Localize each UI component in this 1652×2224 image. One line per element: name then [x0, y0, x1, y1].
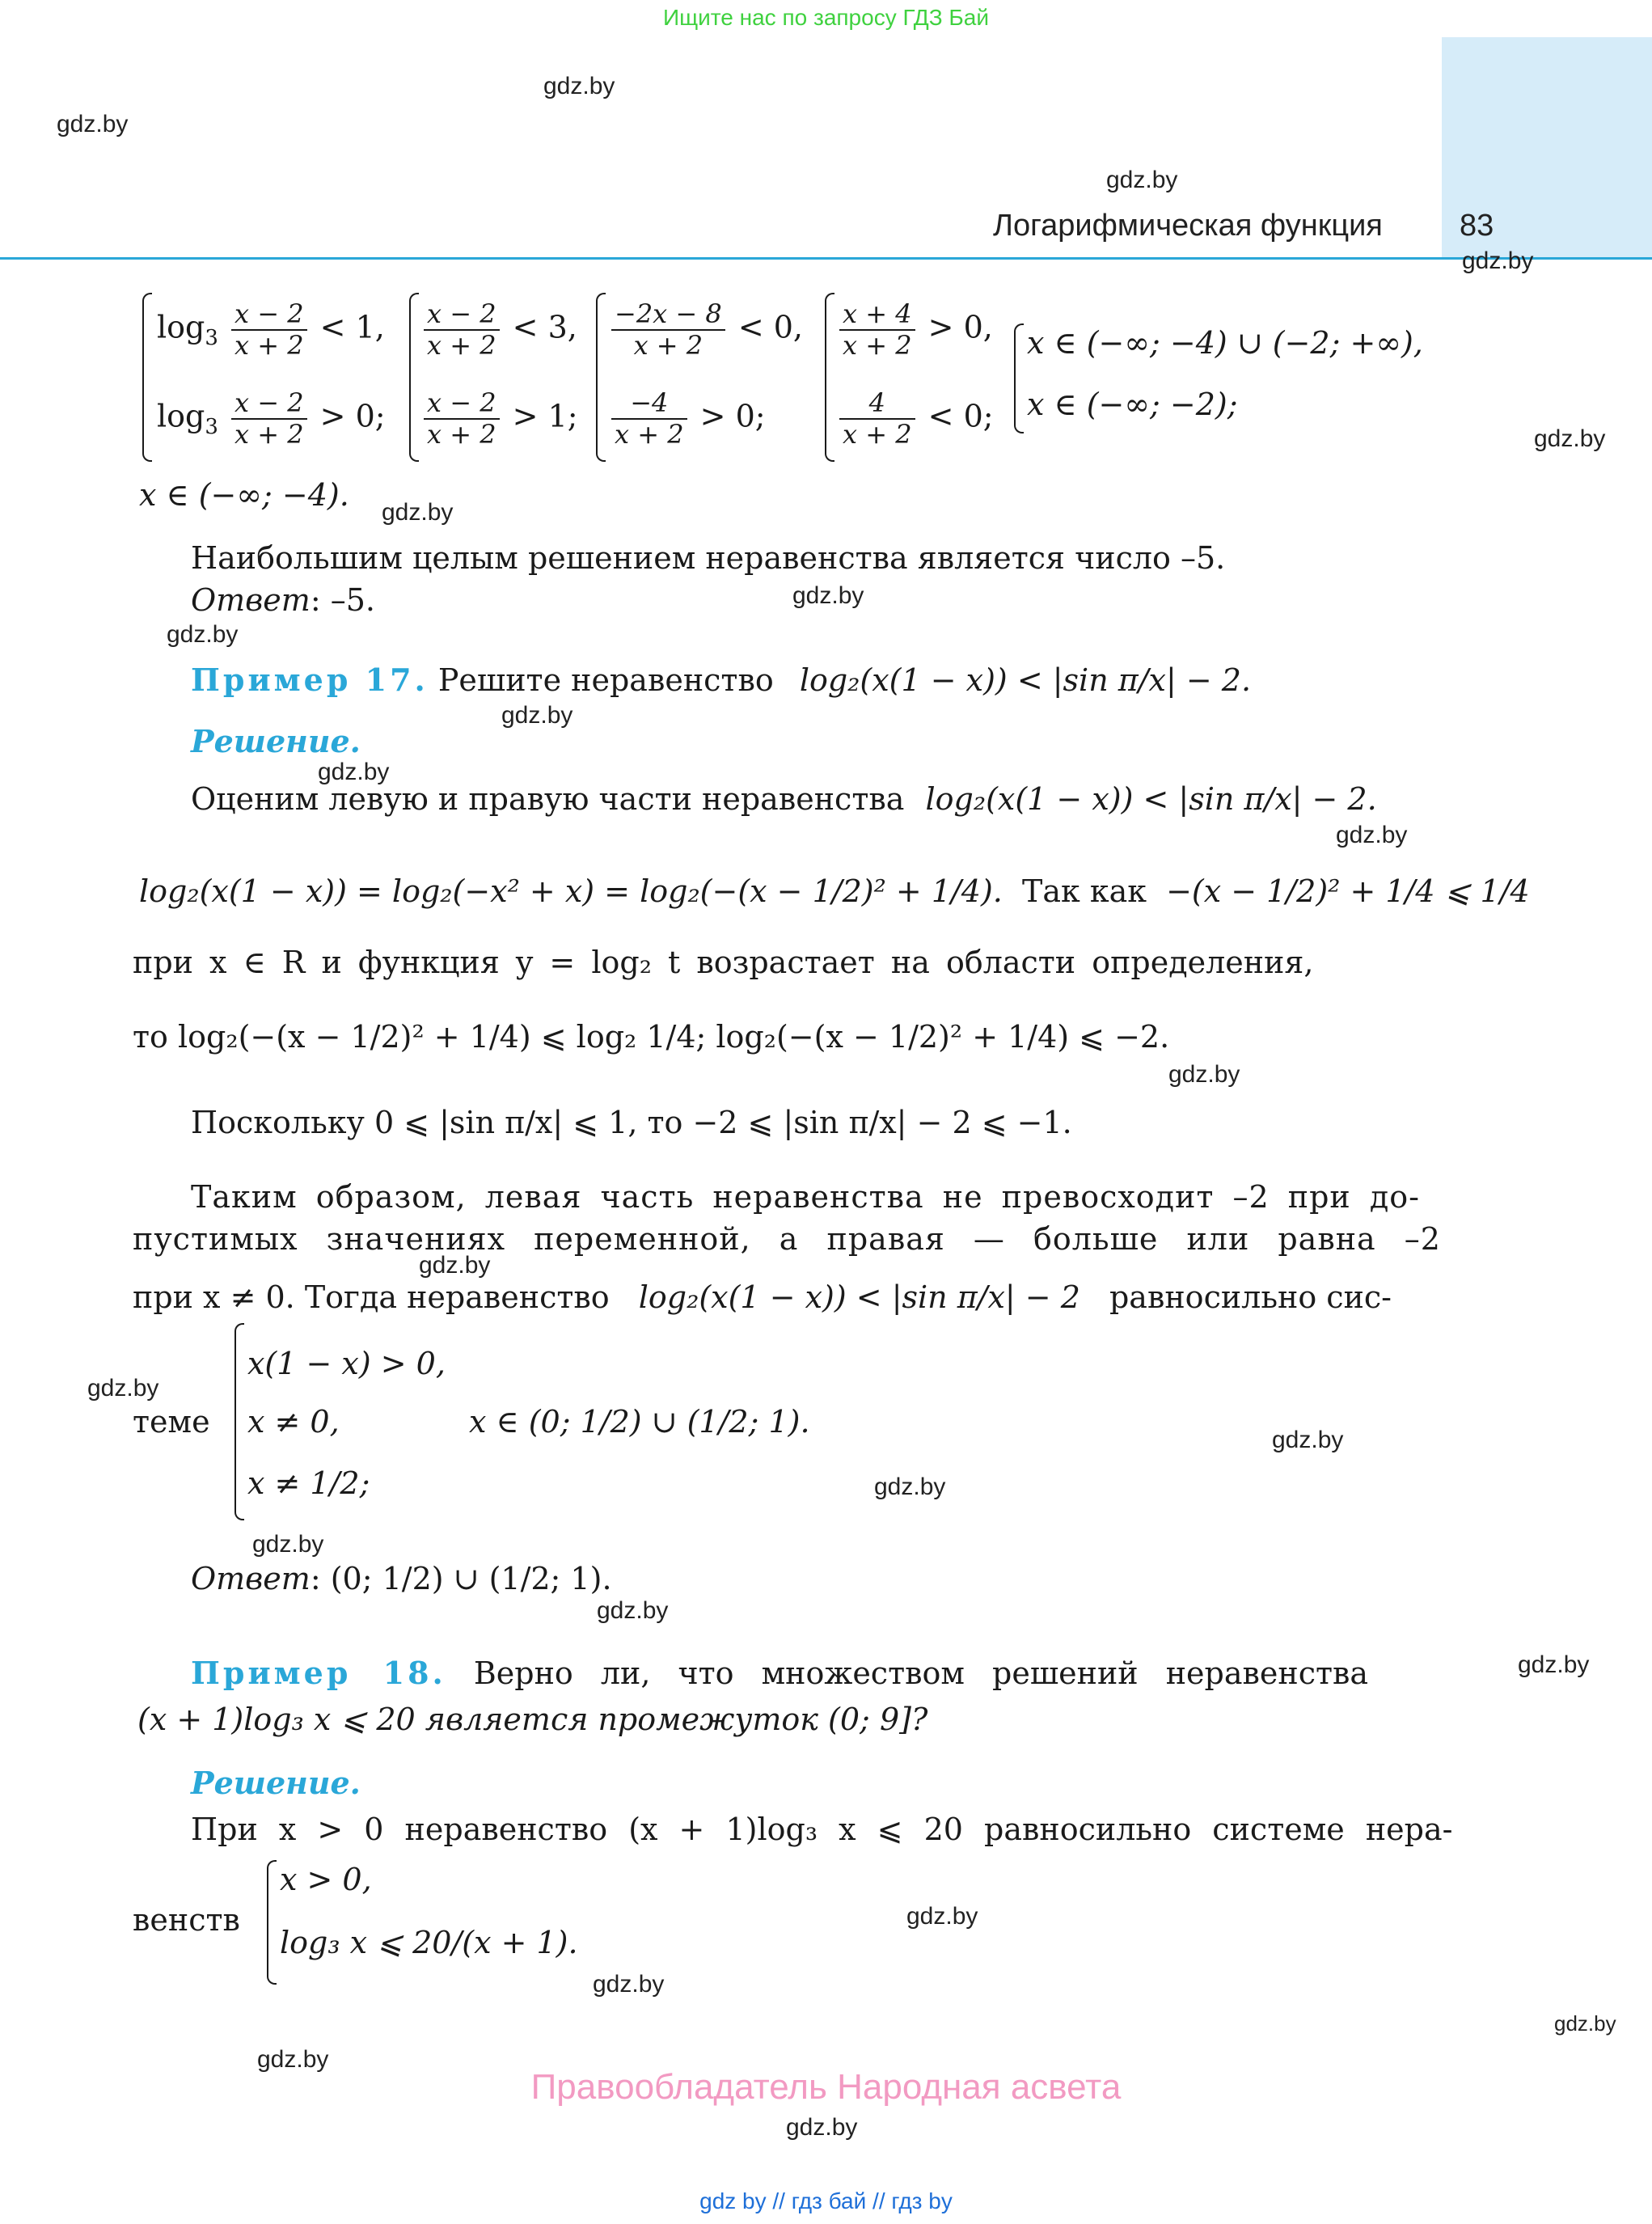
example-18-heading: Пример 18. Верно ли, что множеством решений неравенства [191, 1655, 1369, 1691]
header-rule [0, 257, 1652, 260]
system-17-result: x ∈ (0; 1/2) ∪ (1/2; 1). [469, 1404, 810, 1440]
example-18-line-2: (x + 1)log₃ x ⩽ 20 является промежуток (0; 9]? [137, 1702, 928, 1737]
watermark: gdz.by [1534, 425, 1606, 452]
line-since-sin: Поскольку 0 ⩽ |sin π/x| ⩽ 1, то −2 ⩽ |sin π/x| − 2 ⩽ −1. [191, 1105, 1072, 1140]
system-17-row-3: x ≠ 1/2; [247, 1465, 370, 1501]
solution-label-18: Решение. [191, 1765, 361, 1801]
watermark: gdz.by [257, 2046, 329, 2073]
watermark: gdz.by [167, 621, 239, 648]
example-18-paragraph: При x > 0 неравенство (x + 1)log₃ x ⩽ 20 равносильно системе нера- [191, 1812, 1453, 1847]
solution-label-17: Решение. [191, 723, 361, 759]
equation-line: log₂(x(1 − x)) = log₂(−x² + x) = log₂(−(x − 1/2)² + 1/4). Так как −(x − 1/2)² + 1/4 ⩽ 1/4 [139, 873, 1530, 909]
watermark: gdz.by [786, 2114, 858, 2141]
paragraph-line-3: при x ≠ 0. Тогда неравенство log₂(x(1 − x)) < |sin π/x| − 2 равносильно сис- [133, 1279, 1392, 1315]
teme-word: теме [133, 1404, 210, 1440]
line-domain: при x ∈ R и функция y = log₂ t возрастает на области определения, [133, 945, 1314, 980]
watermark: gdz.by [1462, 247, 1534, 274]
system-18-row-1: x > 0, [280, 1862, 372, 1897]
chapter-title: Логарифмическая функция [993, 209, 1383, 243]
venstv-word: венств [133, 1902, 240, 1938]
watermark: gdz.by [593, 1971, 665, 1998]
watermark: gdz.by [543, 73, 615, 99]
watermark: gdz.by [906, 1903, 978, 1930]
watermark: gdz.by [1168, 1061, 1240, 1088]
watermark: gdz.by [318, 759, 390, 785]
example-17-heading: Пример 17. Решите неравенство log₂(x(1 − x)) < |sin π/x| − 2. [191, 662, 1252, 698]
answer-1: Ответ: –5. [191, 582, 375, 618]
watermark: gdz.by [597, 1597, 669, 1624]
watermark: gdz.by [382, 499, 454, 526]
top-banner: Ищите нас по запросу ГДЗ Бай [662, 5, 990, 30]
line-therefore: то log₂(−(x − 1/2)² + 1/4) ⩽ log₂ 1/4; log₂(−(x − 1/2)² + 1/4) ⩽ −2. [133, 1019, 1170, 1055]
watermark: gdz.by [874, 1474, 946, 1500]
system-brace-17 [234, 1323, 244, 1520]
watermark: gdz.by [1106, 167, 1178, 193]
system-17-row-1: x(1 − x) > 0, [247, 1346, 446, 1381]
paragraph-estimate: Оценим левую и правую части неравенства log₂(x(1 − x)) < |sin π/x| − 2. [191, 781, 1377, 817]
copyright-notice: Правообладатель Народная асвета [530, 2067, 1122, 2107]
largest-integer-sentence: Наибольшим целым решением неравенства является число –5. [191, 540, 1226, 576]
watermark: gdz.by [1336, 822, 1408, 848]
result-line: x ∈ (−∞; −4). [139, 477, 349, 513]
watermark: gdz.by [792, 582, 864, 609]
watermark: gdz.by [252, 1531, 324, 1558]
watermark: gdz.by [57, 111, 129, 137]
watermark: gdz.by [1554, 2011, 1616, 2036]
answer-17: Ответ: (0; 1/2) ∪ (1/2; 1). [191, 1561, 612, 1596]
watermark: gdz.by [1518, 1651, 1590, 1678]
system-17-row-2: x ≠ 0, [247, 1404, 340, 1440]
paragraph-line-1: Таким образом, левая часть неравенства не превосходит –2 при до- [191, 1179, 1420, 1215]
watermark: gdz.by [419, 1252, 491, 1279]
watermark: gdz.by [1272, 1427, 1344, 1453]
system-brace-18 [267, 1860, 277, 1985]
paragraph-line-2: пустимых значениях переменной, а правая — больше или равна –2 [133, 1221, 1441, 1257]
watermark: gdz.by [87, 1375, 159, 1402]
system-18-row-2: log₃ x ⩽ 20/(x + 1). [280, 1925, 578, 1960]
page-number: 83 [1460, 209, 1494, 243]
watermark: gdz.by [501, 702, 573, 729]
footer-links[interactable]: gdz by // гдз бай // гдз by [699, 2188, 953, 2213]
